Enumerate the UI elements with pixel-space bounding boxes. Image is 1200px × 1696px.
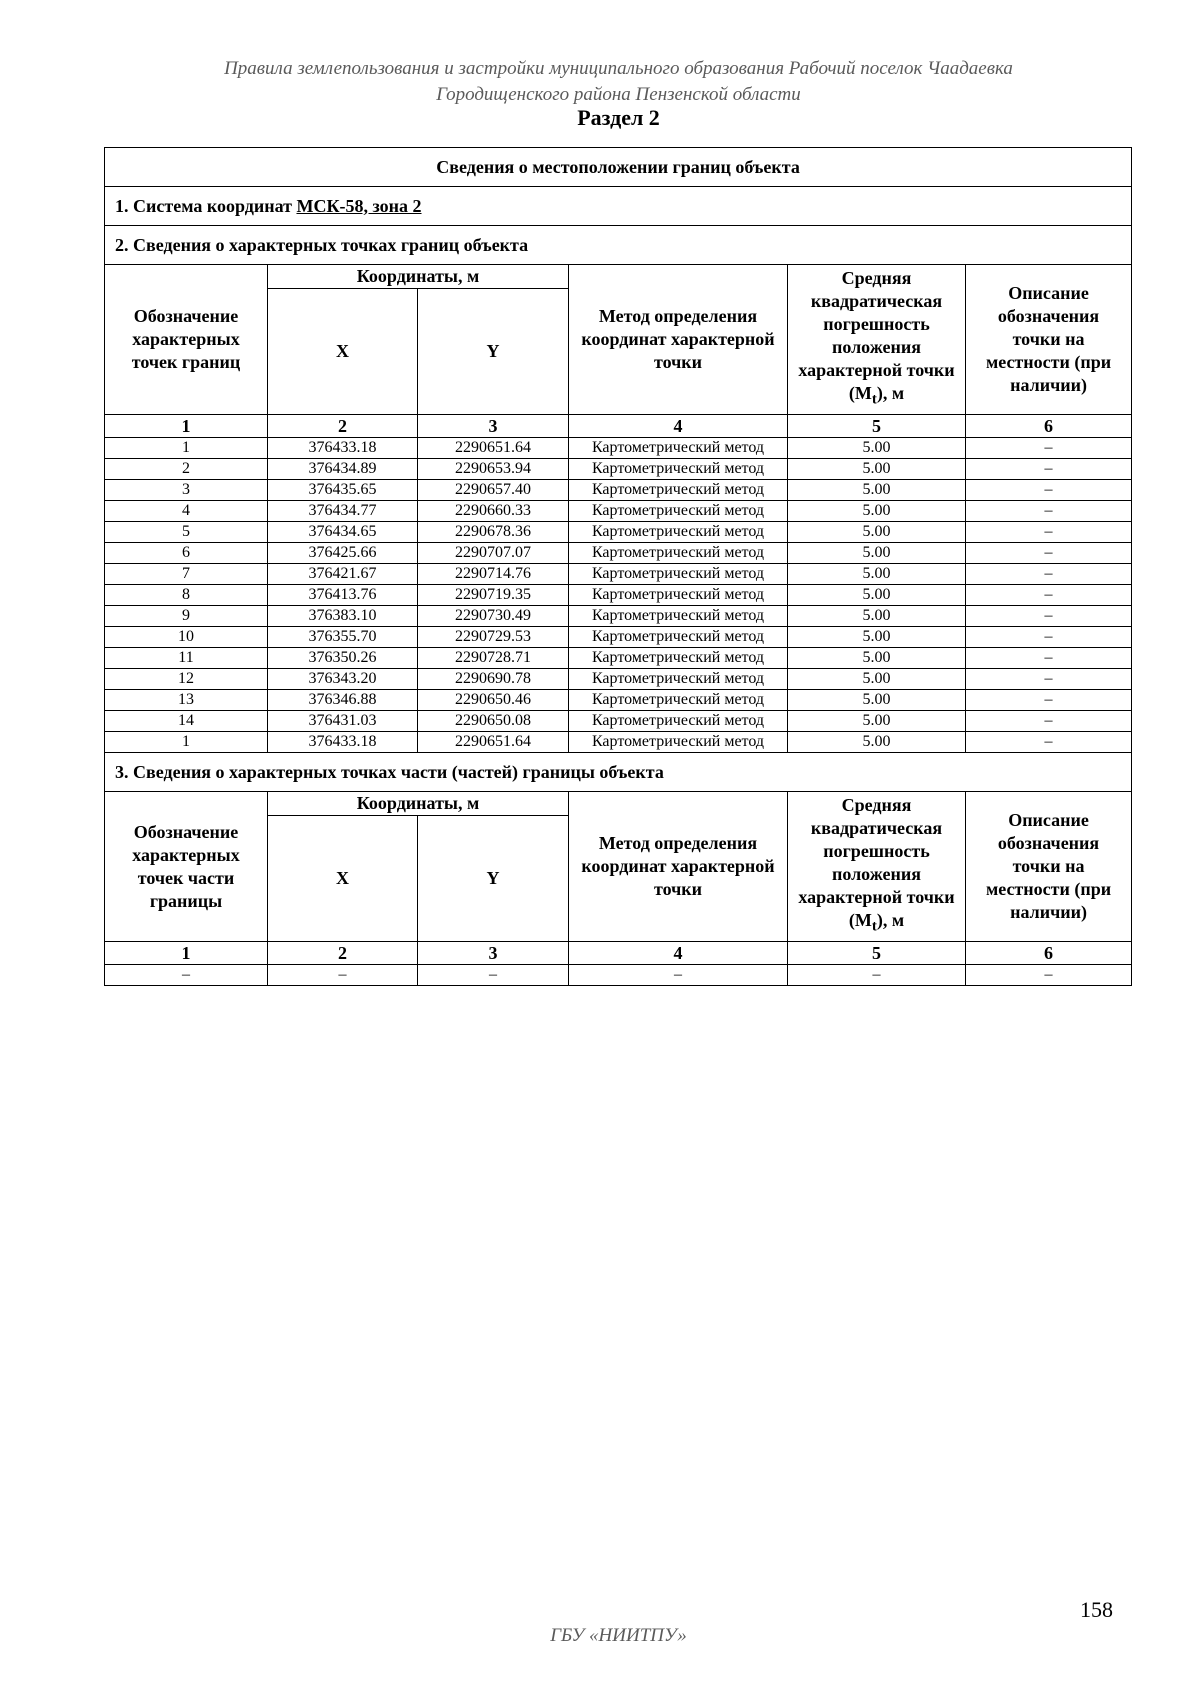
column-number: 4 [569,415,788,438]
table-row [105,480,1132,501]
cell-point: 9 [105,606,268,627]
cell-method: Картометрический метод [569,585,788,606]
column-number: 1 [105,942,268,965]
cell-error: 5.00 [788,501,966,522]
parts-column-numbers-row [105,942,1132,965]
column-number: 6 [966,942,1132,965]
cell-method: – [569,965,788,986]
cell-point: 2 [105,459,268,480]
parts-header-error-unit: ), м [876,910,905,931]
parts-header-error [788,792,966,942]
cell-error: 5.00 [788,711,966,732]
cell-desc: – [966,965,1132,986]
cell-x: 376413.76 [268,585,418,606]
parts-header-coordinates: Координаты, м [268,792,569,816]
cell-error: 5.00 [788,564,966,585]
cell-x: – [268,965,418,986]
column-number: 3 [418,942,569,965]
parts-header-error-sub: t [871,918,877,935]
document-footer: ГБУ «НИИТПУ» [550,1625,687,1646]
table-row [105,669,1132,690]
table-row [105,648,1132,669]
cell-y: 2290728.71 [418,648,569,669]
cell-x: 376433.18 [268,438,418,459]
cell-y: 2290678.36 [418,522,569,543]
column-number: 2 [268,415,418,438]
page-number: 158 [1080,1597,1113,1622]
cell-method: Картометрический метод [569,522,788,543]
cell-y: 2290730.49 [418,606,569,627]
column-number: 5 [788,942,966,965]
cell-desc: – [966,480,1132,501]
cell-y: 2290719.35 [418,585,569,606]
cell-method: Картометрический метод [569,690,788,711]
table-row [105,438,1132,459]
cell-error: 5.00 [788,669,966,690]
column-number: 3 [418,415,569,438]
coord-system-label: 1. Система координат [115,195,297,216]
coord-system-row [105,187,1132,226]
cell-method: Картометрический метод [569,480,788,501]
table-row [105,522,1132,543]
cell-point: 1 [105,732,268,753]
cell-x: 376434.77 [268,501,418,522]
cell-desc: – [966,711,1132,732]
cell-y: – [418,965,569,986]
cell-error: – [788,965,966,986]
cell-desc: – [966,690,1132,711]
table-row [105,711,1132,732]
parts-header-error-text: Средняя квадратическая погрешность положения характерной точки (M [798,795,955,931]
cell-method: Картометрический метод [569,438,788,459]
cell-method: Картометрический метод [569,732,788,753]
section-title: Раздел 2 [577,105,660,130]
cell-method: Картометрический метод [569,627,788,648]
cell-x: 376383.10 [268,606,418,627]
cell-point: 13 [105,690,268,711]
cell-method: Картометрический метод [569,543,788,564]
cell-desc: – [966,438,1132,459]
column-number: 4 [569,942,788,965]
header-method: Метод определения координат характерной точки [569,265,788,415]
cell-point: 14 [105,711,268,732]
cell-y: 2290690.78 [418,669,569,690]
cell-error: 5.00 [788,627,966,648]
cell-y: 2290651.64 [418,438,569,459]
parts-header-method: Метод определения координат характерной точки [569,792,788,942]
table-row [105,606,1132,627]
header-designation: Обозначение характерных точек границ [105,265,268,415]
table-row [105,501,1132,522]
table-row [105,732,1132,753]
cell-method: Картометрический метод [569,564,788,585]
cell-x: 376431.03 [268,711,418,732]
table-row [105,690,1132,711]
cell-point: 5 [105,522,268,543]
cell-y: 2290729.53 [418,627,569,648]
cell-x: 376435.65 [268,480,418,501]
cell-x: 376343.20 [268,669,418,690]
column-numbers-row [105,415,1132,438]
parts-header-designation: Обозначение характерных точек части границы [105,792,268,942]
header-description: Описание обозначения точки на местности (при наличии) [966,265,1132,415]
cell-method: Картометрический метод [569,669,788,690]
cell-y: 2290714.76 [418,564,569,585]
cell-error: 5.00 [788,480,966,501]
cell-method: Картометрический метод [569,459,788,480]
cell-error: 5.00 [788,606,966,627]
cell-desc: – [966,501,1132,522]
cell-x: 376346.88 [268,690,418,711]
points-section-title: 2. Сведения о характерных точках границ объекта [105,226,1132,265]
header-coordinates: Координаты, м [268,265,569,289]
cell-y: 2290651.64 [418,732,569,753]
header-error-text: Средняя квадратическая погрешность положения характерной точки (M [798,268,955,404]
cell-method: Картометрический метод [569,606,788,627]
cell-x: 376355.70 [268,627,418,648]
header-line-2: Городищенского района Пензенской области [436,84,801,105]
header-line-1: Правила землепользования и застройки муниципального образования Рабочий поселок Чаадаевка [224,58,1013,79]
cell-x: 376421.67 [268,564,418,585]
cell-point: 10 [105,627,268,648]
cell-error: 5.00 [788,543,966,564]
table-row [105,564,1132,585]
table-row [105,543,1132,564]
cell-desc: – [966,606,1132,627]
header-error-sub: t [871,391,877,408]
parts-header-description: Описание обозначения точки на местности (при наличии) [966,792,1132,942]
boundary-table [104,147,1132,986]
cell-error: 5.00 [788,732,966,753]
table-title: Сведения о местоположении границ объекта [105,148,1132,187]
cell-point: 4 [105,501,268,522]
cell-x: 376434.89 [268,459,418,480]
cell-error: 5.00 [788,438,966,459]
cell-desc: – [966,585,1132,606]
cell-y: 2290657.40 [418,480,569,501]
column-number: 5 [788,415,966,438]
cell-desc: – [966,543,1132,564]
cell-point: 3 [105,480,268,501]
cell-point: 8 [105,585,268,606]
parts-header-x: X [268,816,418,942]
cell-x: 376434.65 [268,522,418,543]
cell-x: 376433.18 [268,732,418,753]
cell-error: 5.00 [788,459,966,480]
cell-error: 5.00 [788,690,966,711]
cell-point: 6 [105,543,268,564]
cell-y: 2290653.94 [418,459,569,480]
column-number: 6 [966,415,1132,438]
cell-desc: – [966,564,1132,585]
cell-point: 7 [105,564,268,585]
parts-header-y: Y [418,816,569,942]
cell-error: 5.00 [788,648,966,669]
cell-error: 5.00 [788,522,966,543]
cell-point: 11 [105,648,268,669]
table-row [105,585,1132,606]
header-x: X [268,289,418,415]
coord-system-value: МСК-58, зона 2 [296,195,422,216]
cell-method: Картометрический метод [569,501,788,522]
cell-point: – [105,965,268,986]
header-y: Y [418,289,569,415]
cell-y: 2290650.08 [418,711,569,732]
cell-desc: – [966,648,1132,669]
cell-desc: – [966,459,1132,480]
cell-point: 1 [105,438,268,459]
cell-desc: – [966,522,1132,543]
cell-desc: – [966,627,1132,648]
cell-method: Картометрический метод [569,648,788,669]
cell-desc: – [966,669,1132,690]
document-header [0,56,1200,108]
cell-y: 2290660.33 [418,501,569,522]
cell-y: 2290707.07 [418,543,569,564]
cell-error: 5.00 [788,585,966,606]
cell-x: 376425.66 [268,543,418,564]
column-number: 2 [268,942,418,965]
cell-x: 376350.26 [268,648,418,669]
column-number: 1 [105,415,268,438]
table-row [105,627,1132,648]
cell-desc: – [966,732,1132,753]
cell-point: 12 [105,669,268,690]
cell-method: Картометрический метод [569,711,788,732]
table-row [105,965,1132,986]
header-error-unit: ), м [876,383,905,404]
table-row [105,459,1132,480]
parts-section-title: 3. Сведения о характерных точках части (частей) границы объекта [105,753,1132,792]
header-error [788,265,966,415]
cell-y: 2290650.46 [418,690,569,711]
